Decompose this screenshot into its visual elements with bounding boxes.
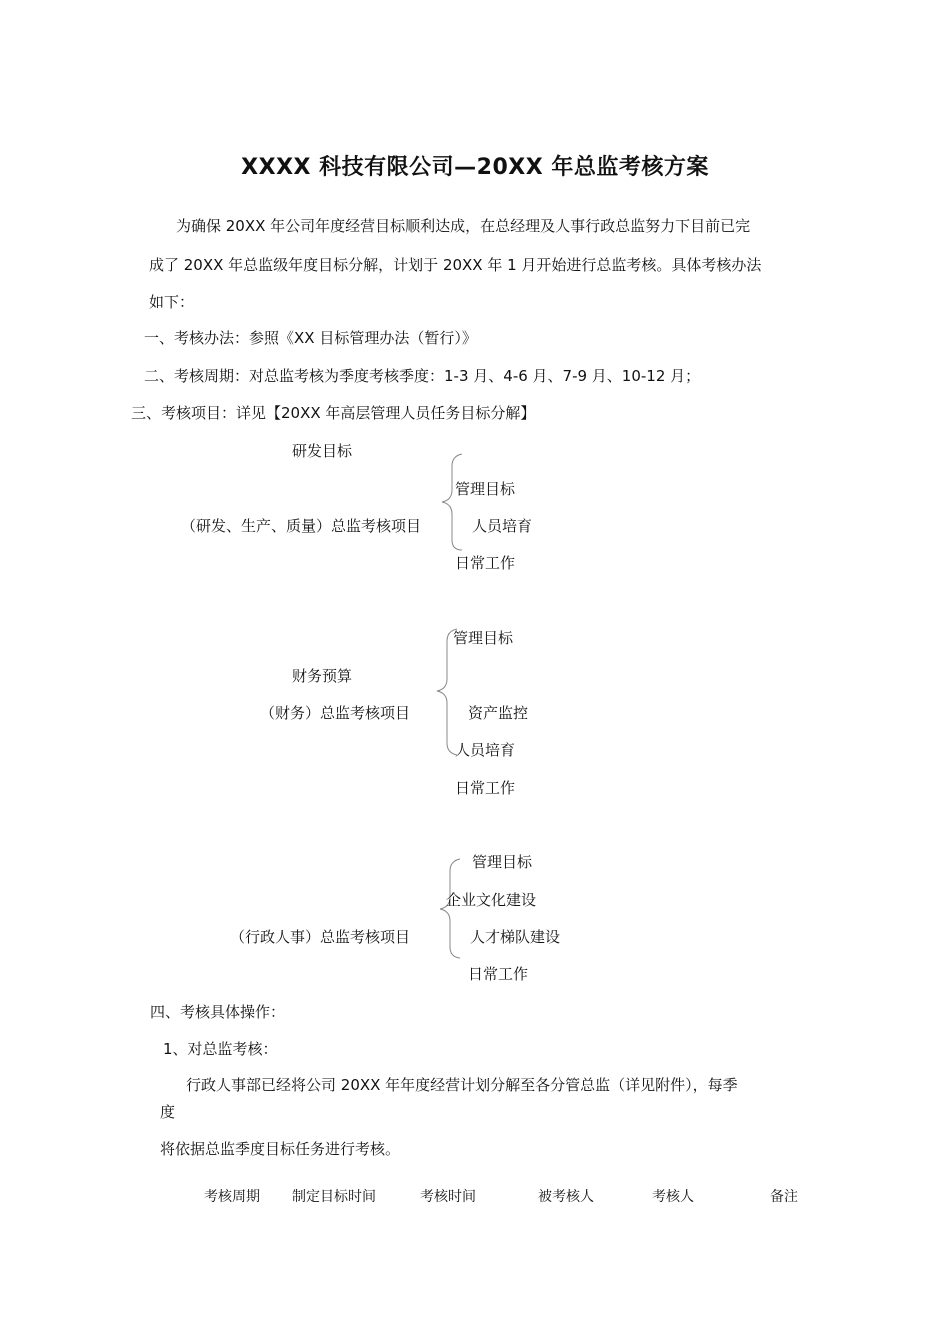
group3-item-3: 人才梯队建设 <box>470 928 561 946</box>
section-4: 四、考核具体操作： <box>150 1003 286 1021</box>
group2-item-3: 人员培育 <box>455 741 516 759</box>
table-header-assessee: 被考核人 <box>538 1189 594 1205</box>
section-1: 一、考核办法：参照《XX 目标管理办法（暂行）》 <box>144 329 477 347</box>
subsection-1: 1、对总监考核： <box>163 1040 278 1058</box>
section-3: 三、考核项目：详见【20XX 年高层管理人员任务目标分解】 <box>131 404 536 422</box>
group3-item-2: 企业文化建设 <box>446 891 537 909</box>
table-header-assess-time: 考核时间 <box>420 1189 476 1205</box>
group2-top-label: 财务预算 <box>292 667 353 685</box>
group3-label: （行政人事）总监考核项目 <box>230 928 411 946</box>
group2-item-4: 日常工作 <box>455 779 516 797</box>
group1-top-label: 研发目标 <box>292 442 353 460</box>
group1-item-2: 人员培育 <box>472 517 533 535</box>
group2-label: （财务）总监考核项目 <box>260 704 411 722</box>
group2-item-2: 资产监控 <box>468 704 529 722</box>
table-header-notes: 备注 <box>770 1189 798 1205</box>
group3-item-4: 日常工作 <box>468 965 529 983</box>
group1-label: （研发、生产、质量）总监考核项目 <box>181 517 422 535</box>
intro-line-2: 成了 20XX 年总监级年度目标分解，计划于 20XX 年 1 月开始进行总监考核。具体考核办法 <box>149 256 762 274</box>
group2-item-1: 管理目标 <box>453 629 514 647</box>
group1-brace-icon <box>438 452 468 552</box>
group1-item-1: 管理目标 <box>455 480 516 498</box>
intro-line-3: 如下： <box>149 293 195 311</box>
group3-item-1: 管理目标 <box>472 853 533 871</box>
sub1-line-2: 度 <box>160 1103 176 1121</box>
sub1-line-1: 行政人事部已经将公司 20XX 年年度经营计划分解至各分管总监（详见附件），每季 <box>186 1076 738 1094</box>
sub1-line-3: 将依据总监季度目标任务进行考核。 <box>160 1140 401 1158</box>
document-title: XXXX 科技有限公司—20XX 年总监考核方案 <box>241 155 709 180</box>
table-header-period: 考核周期 <box>204 1189 260 1205</box>
table-header-goal-time: 制定目标时间 <box>292 1189 376 1205</box>
section-2: 二、考核周期：对总监考核为季度考核季度：1-3 月、4-6 月、7-9 月、10-12 月； <box>144 367 701 385</box>
intro-line-1: 为确保 20XX 年公司年度经营目标顺利达成，在总经理及人事行政总监努力下目前已完 <box>176 217 751 235</box>
group1-item-3: 日常工作 <box>455 554 516 572</box>
table-header-assessor: 考核人 <box>652 1189 694 1205</box>
